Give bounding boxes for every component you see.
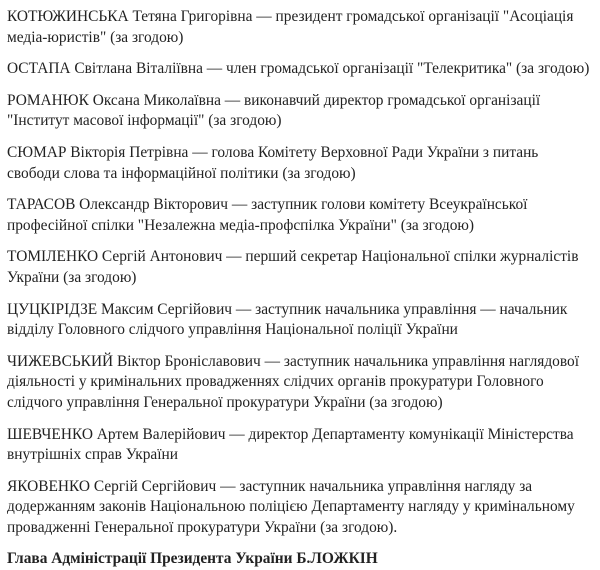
- member-entry-kotiuzhynska: КОТЮЖИНСЬКА Тетяна Григорівна — президент громадської організації "Асоціація медіа-юристів" (за згодою): [7, 8, 574, 46]
- member-entry-tsutskiridze: ЦУЦКІРІДЗЕ Максим Сергійович — заступник начальника управління — начальник відділу Головного слідчого управління Національної поліції України: [7, 300, 568, 339]
- member-entry-tarasov: ТАРАСОВ Олександр Вікторович — заступник голови комітету Всеукраїнської професійної спілки "Незалежна медіа-профспілка України" (за згодою): [7, 196, 528, 234]
- member-entry-ostapa: ОСТАПА Світлана Віталіївна — член громадської організації "Телекритика" (за згодою): [7, 60, 590, 78]
- signature-line: Глава Адміністрації Президента України Б.ЛОЖКІН: [7, 550, 378, 568]
- member-entry-shevchenko: ШЕВЧЕНКО Артем Валерійович — директор Департаменту комунікації Міністерства внутрішніх справ України: [7, 425, 574, 463]
- member-entry-siumar: СЮМАР Вікторія Петрівна — голова Комітету Верховної Ради України з питань свободи слова та інформаційної політики (за згодою): [7, 144, 539, 182]
- member-entry-chyzhevskyi: ЧИЖЕВСЬКИЙ Віктор Броніславович — заступник начальника управління наглядової діяльності у кримінальних провадженнях слідчих органів прокуратури Головного слідчого управління Генеральної прокуратури України (за згодою): [7, 352, 580, 411]
- member-entry-tomilenko: ТОМІЛЕНКО Сергій Антонович — перший секретар Національної спілки журналістів України (за згодою): [7, 248, 579, 286]
- member-entry-yakovenko: ЯКОВЕНКО Сергій Сергійович — заступник начальника управління нагляду за додержанням законів Національною поліцією Департаменту нагляду у кримінальному провадженні Генеральної прокуратури України (за згодою).: [7, 477, 575, 536]
- member-entry-romaniuk: РОМАНЮК Оксана Миколаївна — виконавчий директор громадської організації "Інститут масової інформації" (за згодою): [7, 91, 541, 130]
